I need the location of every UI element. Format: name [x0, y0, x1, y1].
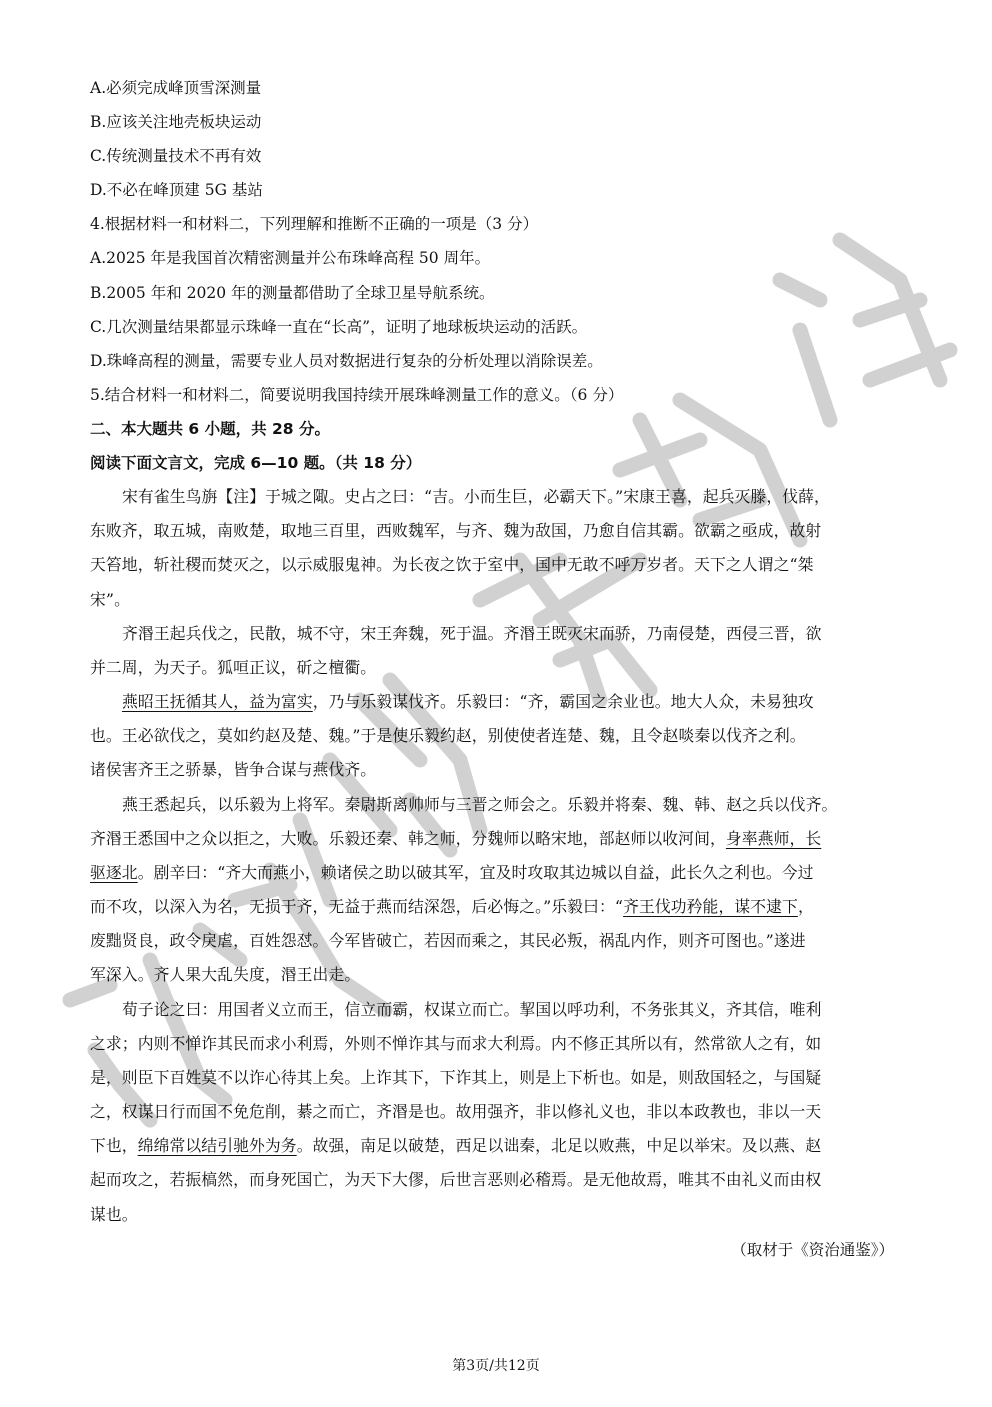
question-4-stem: 4.根据材料一和材料二，下列理解和推断不正确的一项是（3 分）: [90, 215, 539, 233]
passage-line: [90, 863, 814, 883]
passage-line: 也。王必欲伐之，莫如约赵及楚、魏。”于是使乐毅约赵，别使使者连楚、魏，且令赵啖秦以伐齐之利。: [90, 726, 806, 745]
underlined-sentence-1: 燕昭王抚循其人，益为富实: [122, 692, 313, 711]
passage-line: 军深入。齐人果大乱失度，湣王出走。: [90, 965, 361, 984]
passage-text: 下也，: [90, 1136, 138, 1155]
option-a: A.必须完成峰顶雪深测量: [90, 79, 262, 97]
section-title: 二、本大题共 6 小题，共 28 分。: [90, 420, 330, 438]
underlined-sentence-2-cont: 驱逐北: [90, 863, 138, 882]
passage-line: 宋”。: [90, 590, 130, 609]
passage-line: [90, 897, 814, 917]
passage-line: 诸侯害齐王之骄暴，皆争合谋与燕伐齐。: [90, 760, 377, 779]
passage-line: [90, 1136, 821, 1156]
passage-line: 宋有雀生鸟旃【注】于城之陬。史占之曰：“吉。小而生巨，必霸天下。”宋康王喜，起兵灭滕，伐薛，: [122, 487, 830, 506]
passage-line: 东败齐，取五城，南败楚，取地三百里，西败魏军，与齐、魏为敌国，乃愈自信其霸。欲霸之亟成，故射: [90, 521, 822, 540]
passage-source: （取材于《资治通鉴》）: [731, 1241, 894, 1259]
underlined-sentence-4: 绵绵常以结引驰外为务: [137, 1136, 297, 1155]
passage-line: 之求；内则不惮诈其民而求小利焉，外则不惮诈其与而求大利焉。内不修正其所以有，然常欲人之有，如: [90, 1034, 822, 1053]
passage-text: ，乃与乐毅谋伐齐。乐毅曰：“齐，霸国之余业也。地大人众，未易独攻: [312, 692, 814, 711]
underlined-sentence-3: 齐王伐功矜能，谋不逮下: [623, 897, 798, 916]
q4-option-c: C.几次测量结果都显示珠峰一直在“长高”，证明了地球板块运动的活跃。: [90, 318, 588, 336]
passage-text: ，: [797, 897, 814, 916]
passage-line: [122, 692, 814, 712]
passage-line: 齐湣王起兵伐之，民散，城不守，宋王奔魏，死于温。齐湣王既灭宋而骄，乃南侵楚，西侵三晋，欲: [122, 624, 822, 643]
passage-line: 是，则臣下百姓莫不以诈心待其上矣。上诈其下，下诈其上，则是上下析也。如是，则敌国轻之，与国疑: [90, 1068, 822, 1087]
q4-option-b: B.2005 年和 2020 年的测量都借助了全球卫星导航系统。: [90, 284, 495, 302]
question-5: 5.结合材料一和材料二，简要说明我国持续开展珠峰测量工作的意义。（6 分）: [90, 386, 624, 404]
passage-line: 废黜贤良，政令戾虐，百姓怨怼。今军皆破亡，若因而乘之，其民必叛，祸乱内作，则齐可图也。”遂进: [90, 931, 806, 950]
passage-line: 并二周，为天子。狐咺正议，斫之檀衢。: [90, 658, 377, 677]
passage-line: 荀子论之曰：用国者义立而王，信立而霸，权谋立而亡。挈国以呼功利，不务张其义，齐其信，唯利: [122, 1000, 822, 1019]
passage-line: 之，权谋日行而国不免危削，綦之而亡，齐湣是也。故用强齐，非以修礼义也，非以本政教也，非以一天: [90, 1102, 822, 1121]
passage-line: 谋也。: [90, 1205, 138, 1224]
page-number: 第3页/共12页: [452, 1358, 540, 1374]
passage-text: 。故强，南足以破楚，西足以诎秦，北足以败燕，中足以举宋。及以燕、赵: [296, 1136, 822, 1155]
q4-option-a: A.2025 年是我国首次精密测量并公布珠峰高程 50 周年。: [90, 249, 491, 267]
section-intro: 阅读下面文言文，完成 6—10 题。（共 18 分）: [90, 454, 422, 472]
passage-line: 起而攻之，若振槁然，而身死国亡，为天下大僇，后世言恶则必稽焉。是无他故焉，唯其不由礼义而由权: [90, 1170, 822, 1189]
passage-text: 而不攻，以深入为名，无损于齐，无益于燕而结深怨，后必悔之。”乐毅曰：“: [90, 897, 624, 916]
passage-text: 齐湣王悉国中之众以拒之，大败。乐毅还秦、韩之师，分魏师以略宋地，部赵师以收河间，: [90, 829, 726, 848]
passage-line: 燕王悉起兵，以乐毅为上将军。秦尉斯离帅师与三晋之师会之。乐毅并将秦、魏、韩、赵之兵以伐齐。: [122, 795, 838, 814]
option-c: C.传统测量技术不再有效: [90, 147, 262, 165]
underlined-sentence-2: 身率燕师，长: [725, 829, 822, 848]
passage-line: [90, 829, 821, 849]
passage-line: 天笞地，斩社稷而焚灭之，以示威服鬼神。为长夜之饮于室中，国中无敢不呼万岁者。天下之人谓之“桀: [90, 555, 814, 574]
q4-option-d: D.珠峰高程的测量，需要专业人员对数据进行复杂的分析处理以消除误差。: [90, 352, 603, 370]
passage-text: 。剧辛曰：“齐大而燕小，赖诸侯之助以破其军，宜及时攻取其边城以自益，此长久之利也。今过: [137, 863, 814, 882]
option-b: B.应该关注地壳板块运动: [90, 113, 262, 131]
option-d: D.不必在峰顶建 5G 基站: [90, 181, 263, 199]
